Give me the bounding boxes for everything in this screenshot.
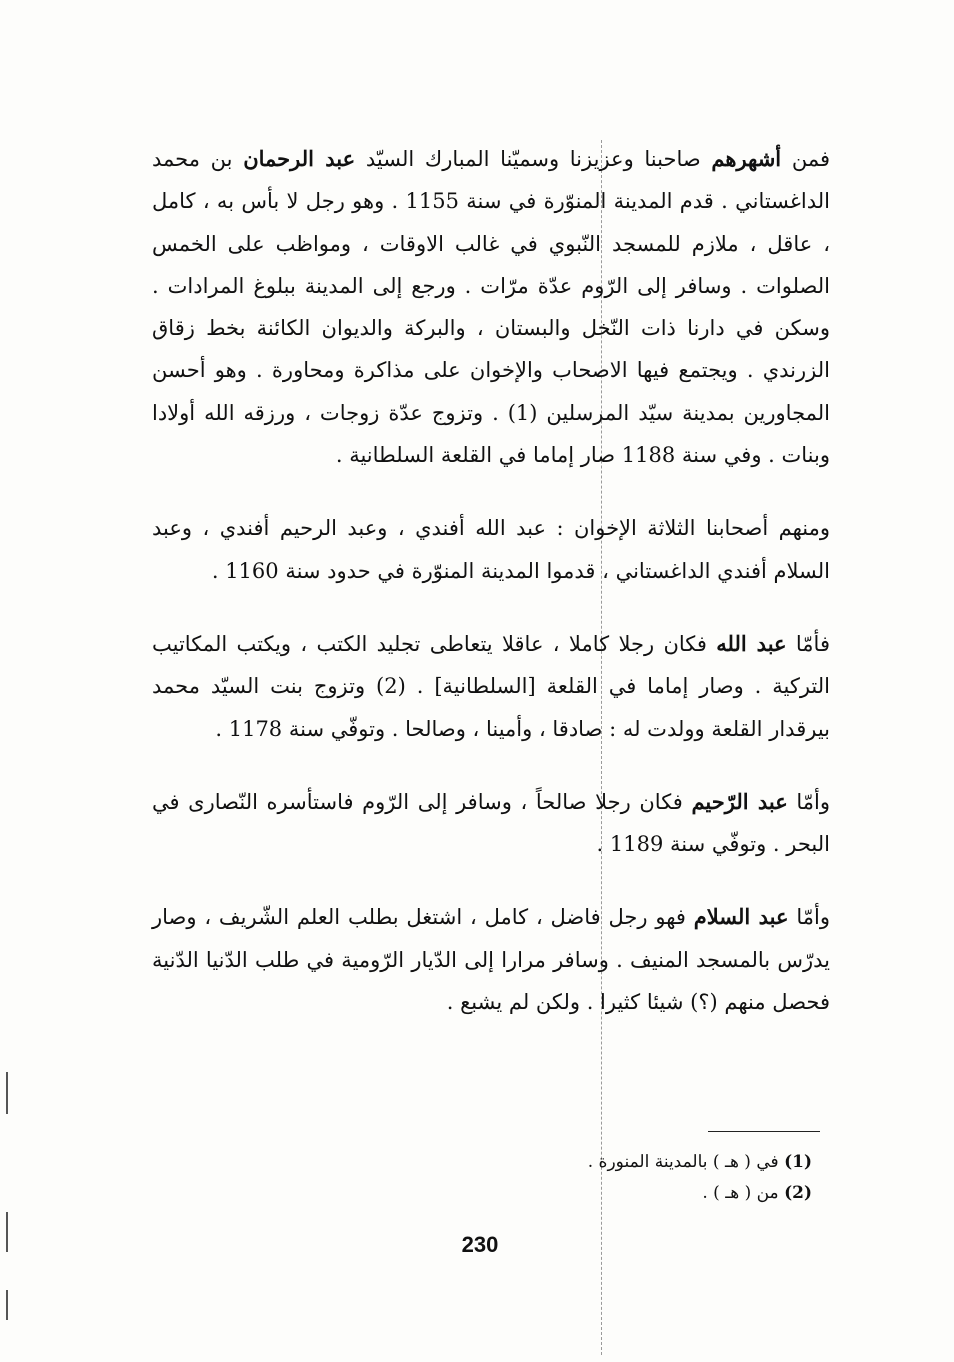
body-text bbox=[152, 138, 830, 1023]
paragraph bbox=[152, 623, 830, 750]
person-name: عبد الله bbox=[716, 630, 787, 656]
footnote-item bbox=[452, 1147, 812, 1178]
person-name: عبد السلام bbox=[693, 904, 789, 930]
paragraph-text: فكان رجلا كاملا ، عاقلا يتعاطى تجليد الكتب ، ويكتب المكاتيب التركية . وصار إماما في القلعة [السلطانية] . (2) وتزوج بنت السيّد محمد بيرقدار القلعة وولدت له : صادقا ، وأمينا ، وصالحا . وتوفّي سنة 1178 . bbox=[152, 631, 830, 741]
footnotes bbox=[452, 1147, 812, 1209]
scan-edge-mark bbox=[6, 1072, 8, 1114]
paragraph bbox=[152, 138, 830, 476]
person-name: عبد الرّحيم bbox=[691, 788, 788, 814]
paragraph-text: بن محمد الداغستاني . قدم المدينة المنوّرة في سنة 1155 . وهو رجل لا بأس به ، كامل ، عاقل ، ملازم للمسجد النّبوي في غالب الاوقات ، ومواظب على الخمس الصلوات . وسافر إلى الرّوم عدّة مرّات . ورجع إلى المدينة ببلوغ المرادات . وسكن في دارنا ذات النّخل والبستان ، والبركة والديوان الكائنة بخط زقاق الزرندي . ويجتمع فيها الاصحاب والإخوان على مذاكرة ومحاورة . وهو أحسن المجاورين بمدينة سيّد المرسلين (1) . وتزوج عدّة زوجات ، ورزقه الله أولادا وبنات . وفي سنة 1188 صار إماما في القلعة السلطانية . bbox=[152, 147, 830, 468]
footnote-item bbox=[452, 1178, 812, 1209]
footnote-separator bbox=[708, 1131, 820, 1132]
paragraph-text: فكان رجلا صالحاً ، وسافر إلى الرّوم فاستأسره النّصارى في البحر . وتوفّي سنة 1189 . bbox=[152, 789, 830, 857]
paragraph bbox=[152, 781, 830, 866]
paragraph-text: صاحبنا وعزيزنا وسميّنا المبارك السيّد bbox=[355, 147, 712, 171]
footnote-number: (2) bbox=[784, 1183, 812, 1203]
footnote-text: في ( هـ ) بالمدينة المنورة . bbox=[587, 1152, 785, 1172]
paragraph bbox=[152, 507, 830, 592]
paragraph bbox=[152, 896, 830, 1023]
paragraph-text: فهو رجل فاضل ، كامل ، اشتغل بطلب العلم الشّريف ، وصار يدرّس بالمسجد المنيف . وسافر مرارا إلى الدّيار الرّومية في طلب الدّنيا الدّنية فحصل منهم (؟) شيئا كثيرا . ولكن لم يشبع . bbox=[152, 905, 830, 1015]
paragraph-text: فأمّا bbox=[786, 631, 830, 656]
paragraph-text: وأمّا bbox=[787, 789, 830, 814]
paragraph-text: فمن bbox=[781, 147, 830, 171]
person-name: أشهرهم bbox=[711, 146, 782, 171]
footnote-text: من ( هـ ) . bbox=[702, 1183, 785, 1203]
scan-edge-mark bbox=[6, 1212, 8, 1252]
page-number: 230 bbox=[461, 1232, 499, 1257]
footnote-number: (1) bbox=[784, 1152, 812, 1172]
person-name: عبد الرحمان bbox=[243, 146, 356, 171]
scan-edge-mark bbox=[6, 1290, 8, 1320]
paragraph-text: وأمّا bbox=[788, 905, 830, 930]
paragraph-text: ومنهم أصحابنا الثلاثة الإخوان : عبد الله أفندي ، وعبد الرحيم أفندي ، وعبد السلام أفندي الداغستاني ، قدموا المدينة المنوّرة في حدود سنة 1160 . bbox=[152, 516, 830, 583]
